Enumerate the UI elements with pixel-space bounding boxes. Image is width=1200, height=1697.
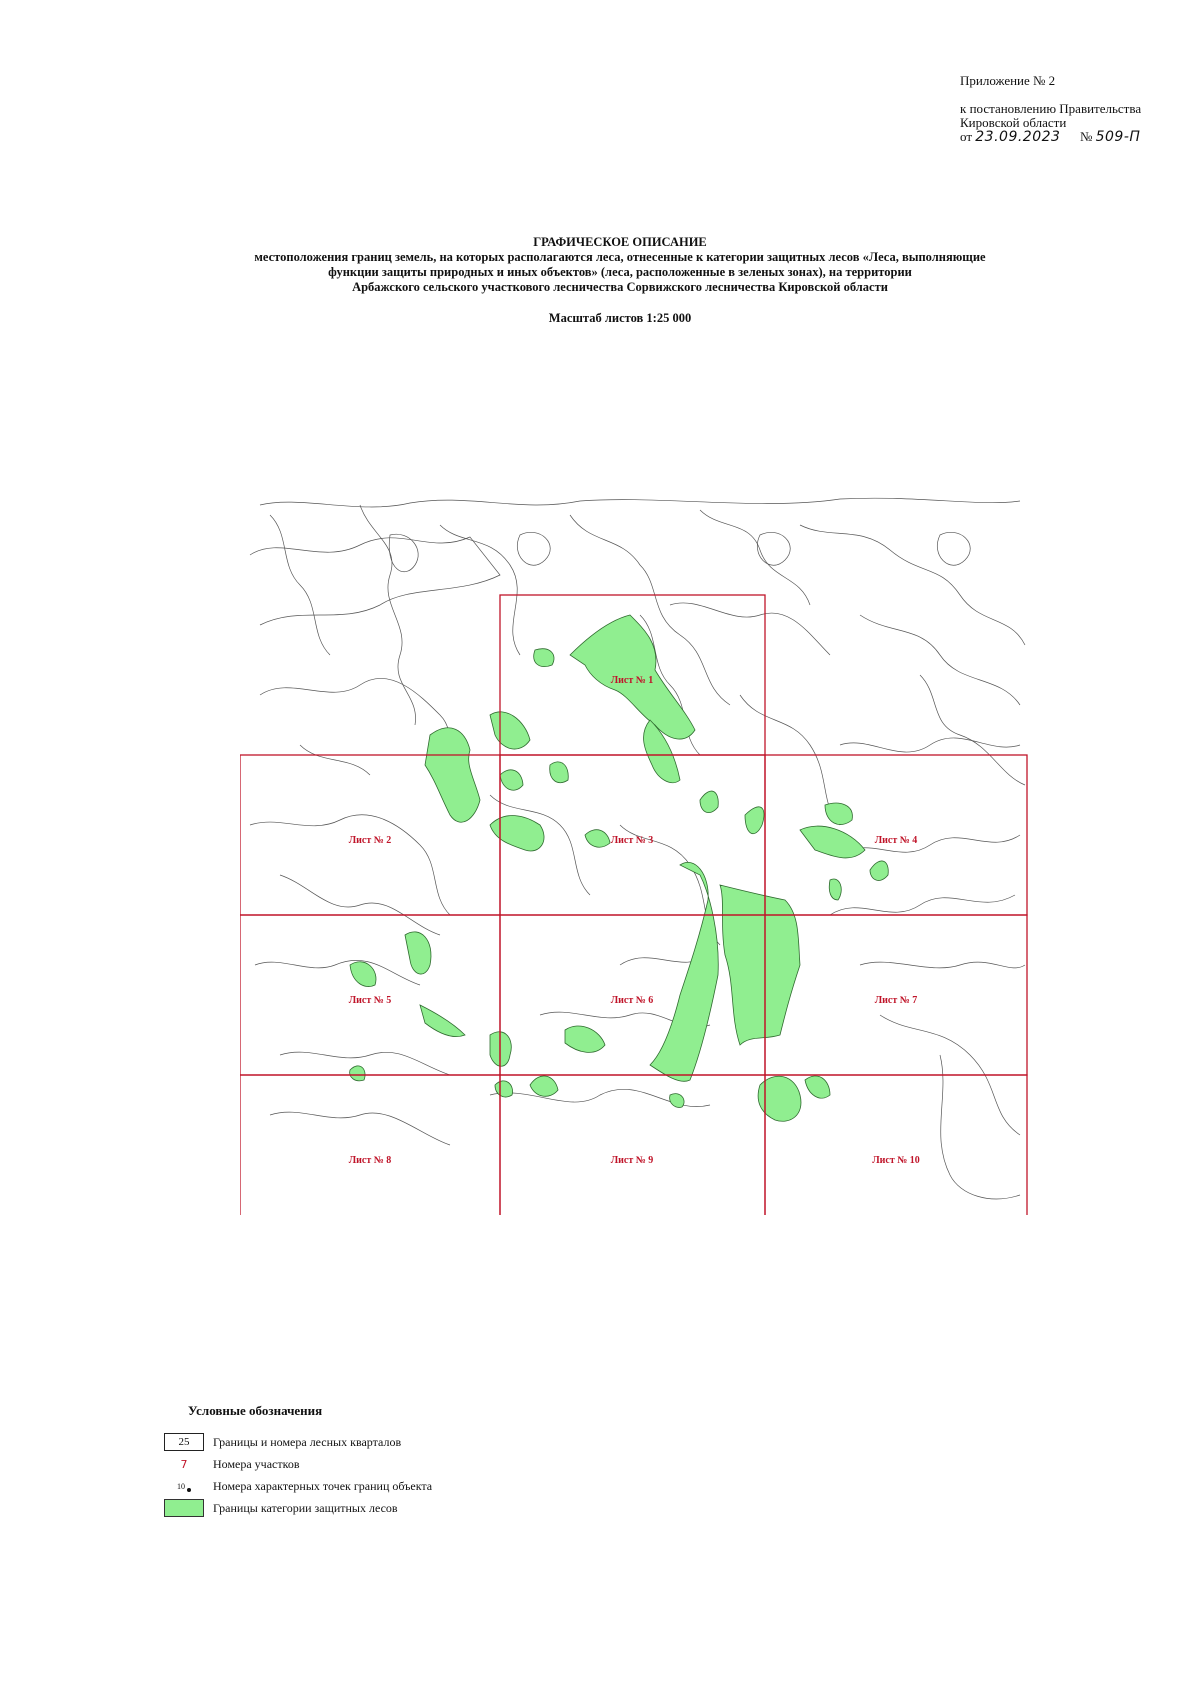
legend-title: Условные обозначения [188,1403,323,1418]
legend-item-label: Номера характерных точек границ объекта [213,1478,433,1493]
legend-item-quarter-boundaries [164,1431,432,1453]
appendix-date: 23.09.2023 [975,129,1061,145]
legend-green-fill-icon [164,1499,204,1517]
sheet-label-5: Лист № 5 [348,995,392,1006]
sheet-label-4: Лист № 4 [874,835,918,846]
forest-map [240,495,1030,1215]
sheet-label-7: Лист № 7 [874,995,918,1006]
sheet-label-8: Лист № 8 [348,1155,392,1166]
legend-item-plot-numbers [164,1453,432,1475]
legend-point-number: 10 [177,1481,185,1491]
appendix-from-prefix: от [960,129,973,144]
legend-boundary-point-icon [164,1477,204,1495]
title-line-2: местоположения границ земель, на которых располагаются леса, отнесенные к категории защитных лесов «Леса, выполняющие [254,250,986,264]
sheet-frame-9 [500,1075,765,1215]
appendix-to-line2: Кировской области [960,115,1067,130]
appendix-to-line1: к постановлению Правительства [960,101,1142,116]
document-title [160,235,1080,326]
legend-item-protective-forest [164,1497,432,1519]
legend-item-label: Номера участков [213,1456,300,1471]
appendix-date-line [960,130,1141,144]
sheet-label-9: Лист № 9 [610,1155,654,1166]
sheet-label-6: Лист № 6 [610,995,654,1006]
legend-quarter-box-icon: 25 [164,1433,204,1451]
map-scale: Масштаб листов 1:25 000 [548,311,692,325]
sheet-label-1: Лист № 1 [610,675,654,686]
legend-item-boundary-points [164,1475,432,1497]
appendix-header [960,74,1141,144]
boundary-lines [250,498,1025,1199]
map-legend [164,1403,432,1519]
sheet-label-10: Лист № 10 [872,1155,920,1166]
legend-item-label: Границы и номера лесных кварталов [213,1434,402,1449]
sheet-label-2: Лист № 2 [348,835,392,846]
sheet-label-3: Лист № 3 [610,835,654,846]
legend-item-label: Границы категории защитных лесов [213,1500,398,1515]
title-line-4: Арбажского сельского участкового лесничества Сорвижского лесничества Кировской области [352,280,888,294]
appendix-doc-number: 509-П [1095,129,1141,145]
sheet-frame-10 [765,1075,1027,1215]
sheet-frame-8 [240,1075,500,1215]
appendix-number-prefix: № [1079,129,1093,144]
protective-forest-areas [350,615,889,1121]
legend-plot-number-icon: 7 [180,1457,188,1471]
title-line-3: функции защиты природных и иных объектов» (леса, расположенные в зеленых зонах), на территории [328,265,912,279]
appendix-number: Приложение № 2 [960,73,1056,88]
title-line-1: ГРАФИЧЕСКОЕ ОПИСАНИЕ [533,235,707,249]
point-dot-icon [187,1488,191,1492]
